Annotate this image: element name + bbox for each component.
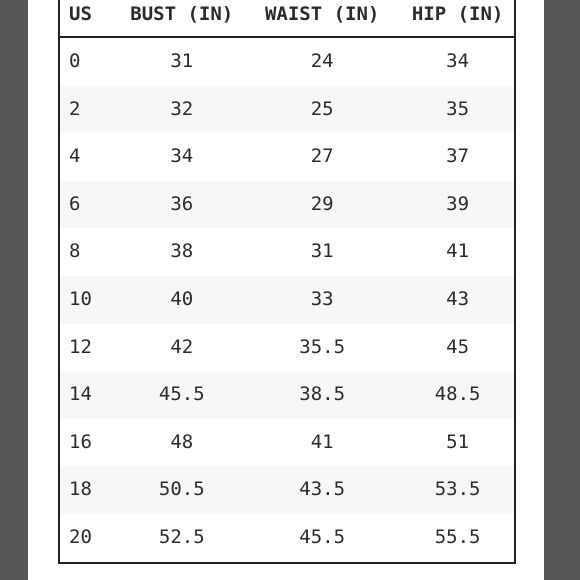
- size-us-cell: 14: [69, 383, 92, 406]
- table-row: [59, 228, 515, 276]
- size-us-cell: 6: [69, 192, 81, 215]
- bust-cell: 40: [170, 287, 194, 310]
- waist-cell: 24: [310, 50, 334, 72]
- size-us-cell: 12: [69, 335, 92, 358]
- waist-cell: 43.5: [299, 478, 346, 501]
- hip-cell: 45: [446, 335, 470, 358]
- header-row: [59, 0, 515, 37]
- size-us-cell: 0: [69, 50, 81, 72]
- hip-cell: 34: [446, 50, 470, 72]
- waist-cell: 31: [310, 240, 334, 263]
- table-row: [59, 133, 515, 181]
- size-us-cell: 10: [69, 287, 92, 310]
- waist-cell: 25: [310, 97, 334, 120]
- hip-cell: 55.5: [434, 525, 481, 548]
- waist-cell: 45.5: [299, 525, 346, 548]
- header-bust: BUST (IN): [120, 0, 243, 37]
- size-us-cell: 2: [69, 97, 81, 120]
- bust-cell: 31: [170, 50, 194, 72]
- waist-cell: 33: [310, 287, 334, 310]
- table-row: [59, 514, 515, 563]
- header-hip: HIP (IN): [401, 0, 515, 37]
- table-row: [59, 419, 515, 467]
- table-row: [59, 466, 515, 514]
- bust-cell: 38: [170, 240, 194, 263]
- bust-cell: 48: [170, 430, 194, 453]
- header-waist: WAIST (IN): [243, 0, 401, 37]
- table-row: [59, 324, 515, 372]
- waist-cell: 29: [310, 192, 334, 215]
- bust-cell: 45.5: [158, 383, 205, 406]
- table-row: [59, 181, 515, 229]
- table-row: [59, 86, 515, 134]
- table-body: [59, 37, 515, 563]
- bust-cell: 42: [170, 335, 194, 358]
- waist-cell: 35.5: [299, 335, 346, 358]
- hip-cell: 51: [446, 430, 470, 453]
- size-chart-table: [58, 0, 516, 564]
- table-row: [59, 276, 515, 324]
- table-row: [59, 37, 515, 86]
- size-chart-sheet: [28, 0, 544, 580]
- hip-cell: 53.5: [434, 478, 481, 501]
- bust-cell: 52.5: [158, 525, 205, 548]
- size-us-cell: 20: [69, 525, 92, 548]
- hip-cell: 35: [446, 97, 470, 120]
- waist-cell: 27: [310, 145, 334, 168]
- hip-cell: 37: [446, 145, 470, 168]
- hip-cell: 39: [446, 192, 470, 215]
- bust-cell: 50.5: [158, 478, 205, 501]
- waist-cell: 41: [310, 430, 334, 453]
- hip-cell: 48.5: [434, 383, 481, 406]
- hip-cell: 41: [446, 240, 470, 263]
- size-us-cell: 16: [69, 430, 92, 453]
- waist-cell: 38.5: [299, 383, 346, 406]
- hip-cell: 43: [446, 287, 470, 310]
- size-us-cell: 18: [69, 478, 92, 501]
- size-us-cell: 4: [69, 145, 81, 168]
- table-row: [59, 371, 515, 419]
- bust-cell: 32: [170, 97, 194, 120]
- table-header: [59, 0, 515, 37]
- header-us: US: [59, 0, 120, 37]
- bust-cell: 36: [170, 192, 194, 215]
- bust-cell: 34: [170, 145, 194, 168]
- size-us-cell: 8: [69, 240, 81, 263]
